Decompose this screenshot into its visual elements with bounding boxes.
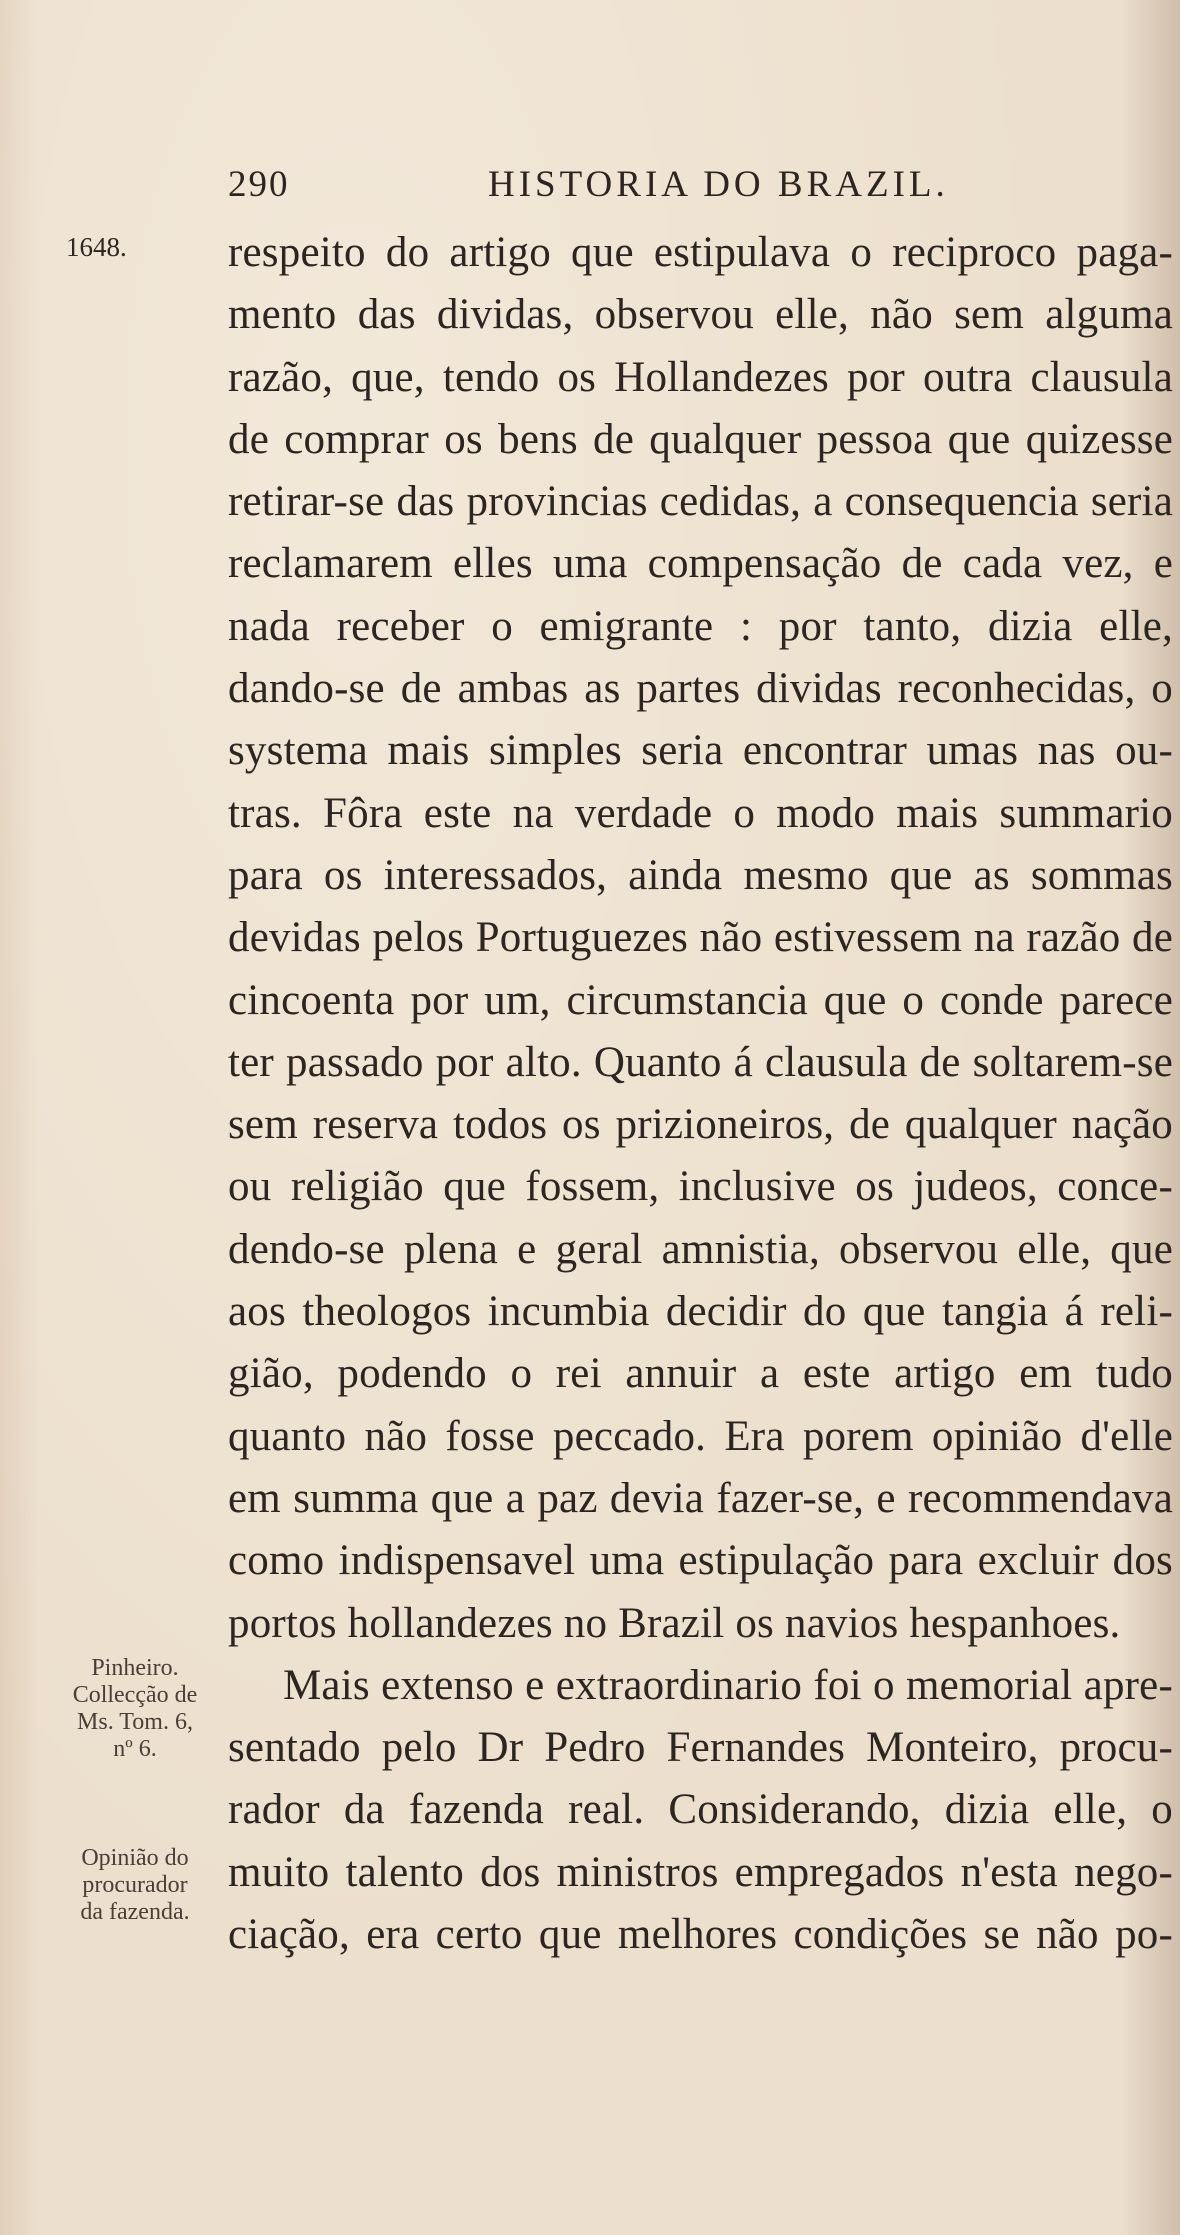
running-title: HISTORIA DO BRAZIL. xyxy=(488,164,949,205)
body-text xyxy=(228,222,1173,1966)
text-line: de comprar os bens de qualquer pessoa que quizesse xyxy=(228,415,1173,463)
margin-note-line: da fazenda. xyxy=(80,1899,190,1925)
text-line: tras. Fôra este na verdade o modo mais summario xyxy=(228,789,1173,837)
text-line: gião, podendo o rei annuir a este artigo em tudo xyxy=(228,1350,1173,1398)
text-line: em summa que a paz devia fazer-se, e recommendava xyxy=(228,1474,1173,1522)
text-line: portos hollandezes no Brazil os navios hespanhoes. xyxy=(228,1599,1121,1647)
text-line: reclamarem elles uma compensação de cada vez, e xyxy=(228,540,1173,588)
text-line: Mais extenso e extraordinario foi o memorial apre- xyxy=(283,1661,1173,1709)
margin-note-line: Collecção de xyxy=(72,1682,198,1708)
text-line: para os interessados, ainda mesmo que as sommas xyxy=(228,851,1173,899)
text-line: aos theologos incumbia decidir do que tangia á reli- xyxy=(228,1288,1173,1336)
text-line: respeito do artigo que estipulava o reciproco paga- xyxy=(228,229,1173,276)
text-line: sem reserva todos os prizioneiros, de qualquer nação xyxy=(228,1101,1173,1149)
margin-note-line: Pinheiro. xyxy=(91,1655,179,1681)
text-line: retirar-se das provincias cedidas, a consequencia seria xyxy=(228,478,1173,526)
margin-note-topic xyxy=(60,1845,210,1926)
text-line: cincoenta por um, circumstancia que o conde parece xyxy=(228,976,1173,1024)
text-line: muito talento dos ministros empregados n'esta nego- xyxy=(228,1848,1173,1896)
text-line: devidas pelos Portuguezes não estivessem na razão de xyxy=(228,914,1173,962)
text-line: dendo-se plena e geral amnistia, observou elle, que xyxy=(228,1225,1173,1273)
text-line: rador da fazenda real. Considerando, dizia elle, o xyxy=(228,1786,1173,1834)
text-line: razão, que, tendo os Hollandezes por outra clausula xyxy=(228,353,1173,401)
text-line: ter passado por alto. Quanto á clausula de soltarem-se xyxy=(228,1038,1173,1086)
margin-note-source xyxy=(60,1655,210,1763)
margin-note-line: procurador xyxy=(82,1872,188,1898)
page-header xyxy=(228,163,968,213)
margin-year: 1648. xyxy=(66,232,127,262)
text-line: sentado pelo Dr Pedro Fernandes Monteiro, procu- xyxy=(228,1724,1173,1772)
text-line: nada receber o emigrante : por tanto, dizia elle, xyxy=(228,602,1173,650)
margin-note-line: nº 6. xyxy=(113,1736,157,1762)
text-line: ciação, era certo que melhores condições se não po- xyxy=(228,1911,1173,1959)
text-line: systema mais simples seria encontrar umas nas ou- xyxy=(228,727,1173,775)
text-line: quanto não fosse peccado. Era porem opinião d'elle xyxy=(228,1412,1173,1460)
text-line: mento das dividas, observou elle, não sem alguma xyxy=(228,291,1173,339)
page-number: 290 xyxy=(228,164,290,205)
text-line: dando-se de ambas as partes dividas reconhecidas, o xyxy=(228,665,1173,713)
margin-note-line: Opinião do xyxy=(81,1845,189,1871)
text-line: como indispensavel uma estipulação para excluir dos xyxy=(228,1537,1173,1585)
text-line: ou religião que fossem, inclusive os judeos, conce- xyxy=(228,1163,1173,1211)
margin-note-line: Ms. Tom. 6, xyxy=(77,1709,193,1735)
